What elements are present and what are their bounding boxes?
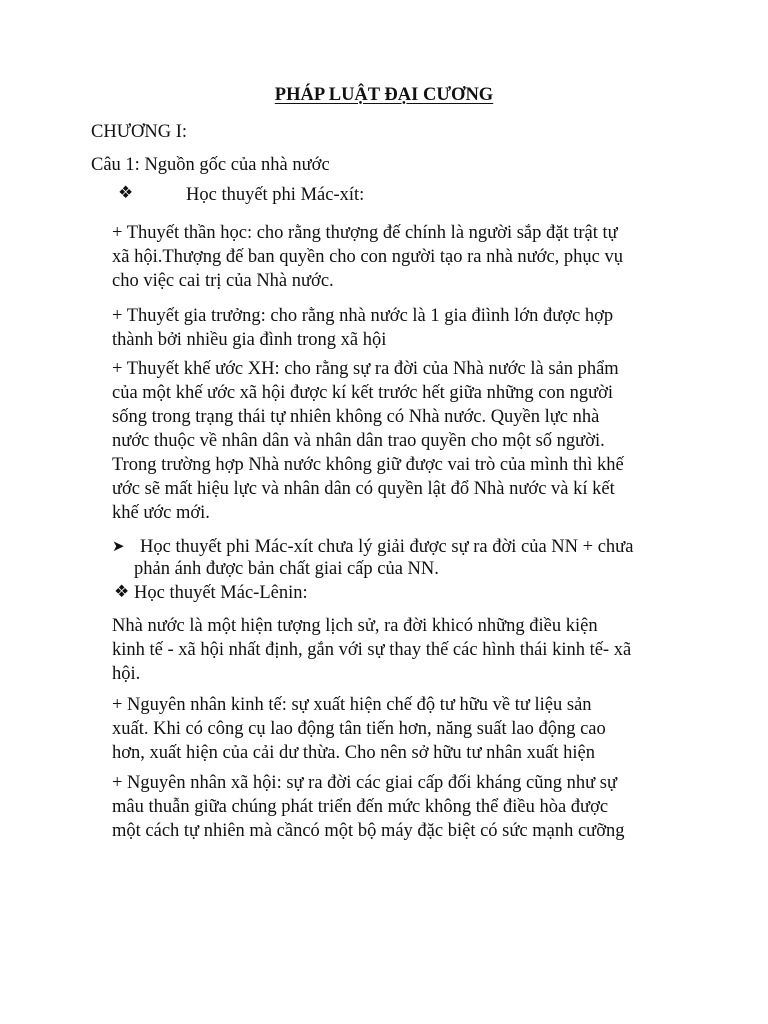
page-title: PHÁP LUẬT ĐẠI CƯƠNG [274,85,494,105]
paragraph-line: một cách tự nhiên mà cầncó một bộ máy đặc biệt có sức mạnh cưỡng [112,821,625,841]
paragraph-line: khế ước mới. [112,503,210,523]
paragraph-line: của một khế ước xã hội được kí kết trước hết giữa những con người [112,383,614,403]
arrow-bullet-icon: ➤ [112,539,125,555]
paragraph-line: ước sẽ mất hiệu lực và nhân dân có quyền lật đổ Nhà nước và kí kết [112,479,615,499]
paragraph-line: hơn, xuất hiện của cải dư thừa. Cho nên sở hữu tư nhân xuất hiện [112,743,596,763]
paragraph-line: xuất. Khi có công cụ lao động tân tiến hơn, năng suất lao động cao [112,719,606,739]
paragraph-line: cho việc cai trị của Nhà nước. [112,271,334,291]
paragraph-social-contract [112,357,687,525]
paragraph-line: hội. [112,664,141,684]
section2-heading: Học thuyết Mác-Lênin: [134,583,308,603]
paragraph-line: + Thuyết gia trưởng: cho rằng nhà nước là 1 gia điình lớn được hợp [112,306,614,326]
paragraph-marxist-definition [112,614,687,686]
paragraph-line: + Thuyết thần học: cho rằng thượng đế chính là người sắp đặt trật tự [112,223,618,243]
paragraph-patriarchal [112,304,687,352]
paragraph-line: + Nguyên nhân xã hội: sự ra đời các giai cấp đối kháng cũng như sự [112,773,617,793]
paragraph-line: kinh tế - xã hội nhất định, gắn với sự thay thế các hình thái kinh tế- xã [112,640,632,660]
paragraph-theology [112,221,687,293]
question-heading: Câu 1: Nguồn gốc của nhà nước [91,155,330,175]
chapter-heading: CHƯƠNG I: [91,122,188,142]
paragraph-line: + Thuyết khế ước XH: cho rằng sự ra đời của Nhà nước là sản phẩm [112,359,619,379]
diamond-bullet-icon: ❖ [118,183,134,202]
paragraph-economic-cause [112,693,687,765]
conclusion-line: phản ánh được bản chất giai cấp của NN. [134,559,439,579]
paragraph-line: xã hội.Thượng đế ban quyền cho con người tạo ra nhà nước, phục vụ [112,247,624,267]
paragraph-line: thành bởi nhiều gia đình trong xã hội [112,330,387,350]
paragraph-line: Nhà nước là một hiện tượng lịch sử, ra đời khicó những điều kiện [112,616,598,636]
diamond-bullet-icon: ❖ [114,582,130,601]
paragraph-line: nước thuộc về nhân dân và nhân dân trao quyền cho một số người. [112,431,605,451]
paragraph-line: mâu thuẫn giữa chúng phát triển đến mức không thể điều hòa được [112,797,609,817]
paragraph-line: Trong trường hợp Nhà nước không giữ được vai trò của mình thì khế [112,455,624,475]
conclusion-line: Học thuyết phi Mác-xít chưa lý giải được sự ra đời của NN + chưa [140,537,634,557]
paragraph-social-cause [112,771,687,843]
paragraph-line: sống trong trạng thái tự nhiên không có Nhà nước. Quyền lực nhà [112,407,600,427]
section1-heading: Học thuyết phi Mác-xít: [186,185,365,205]
paragraph-line: + Nguyên nhân kinh tế: sự xuất hiện chế độ tư hữu về tư liệu sản [112,695,592,715]
